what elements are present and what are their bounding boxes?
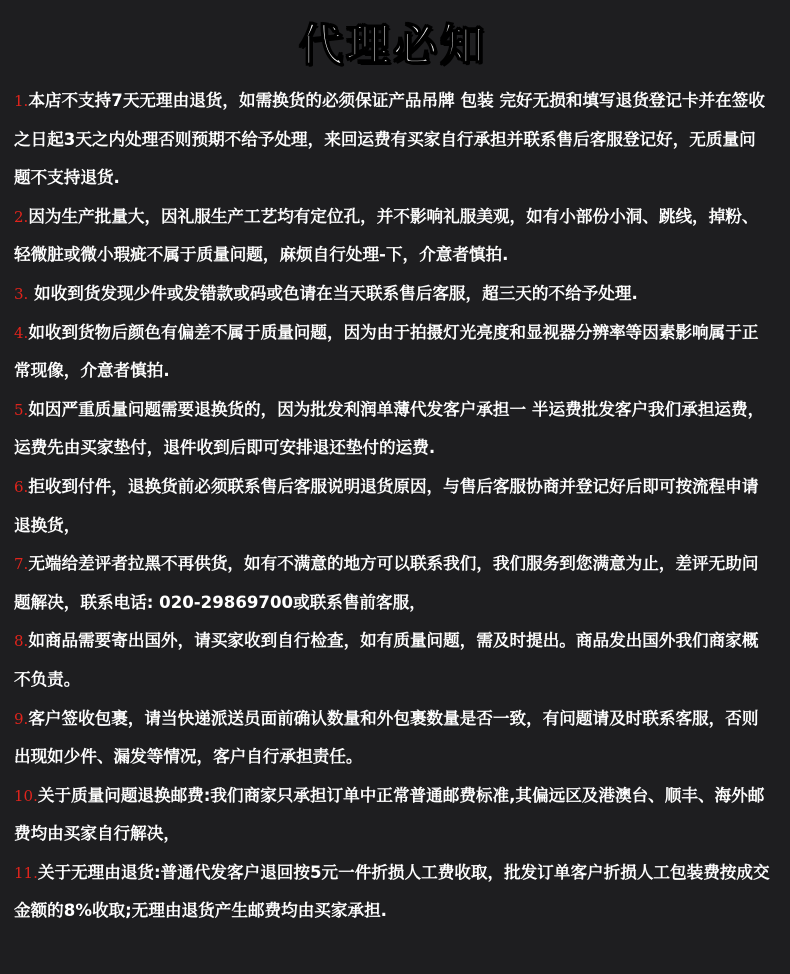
notice-text: 如收到货发现少件或发错款或码或色请在当天联系售后客服，超三天的不给予处理. bbox=[28, 283, 638, 303]
notice-item-8 bbox=[14, 622, 772, 699]
notice-number: 5. bbox=[14, 400, 29, 419]
notice-number: 1. bbox=[14, 92, 29, 110]
notice-number: 8. bbox=[14, 632, 29, 651]
notice-item-2 bbox=[14, 198, 772, 275]
notice-item-6 bbox=[14, 468, 772, 545]
page-title: 代理必知 bbox=[299, 20, 487, 71]
notice-text: 本店不支持7天无理由退货，如需换货的必须保证产品吊牌 包装 完好无损和填写退货登记卡并在签收之日起3天之内处理否则预期不给予处理，来回运费有买家自行承担并联系售后客服登记好，无质量问题不支持退货. bbox=[14, 91, 765, 188]
notice-text: 无端给差评者拉黑不再供货，如有不满意的地方可以联系我们，我们服务到您满意为止，差评无助问题解决，联系电话: 020-29869700或联系售前客服， bbox=[14, 554, 759, 612]
notice-text: 关于质量问题退换邮费:我们商家只承担订单中正常普通邮费标准,其偏远区及港澳台、顺丰、海外邮费均由买家自行解决， bbox=[14, 785, 765, 844]
title-area bbox=[14, 0, 772, 76]
notice-text: 拒收到付件，退换货前必须联系售后客服说明退货原因，与售后客服协商并登记好后即可按流程申请退换货， bbox=[14, 476, 759, 535]
notice-item-7 bbox=[14, 545, 772, 622]
notice-number: 7. bbox=[14, 555, 29, 574]
notice-number: 3. bbox=[14, 284, 29, 303]
notice-item-9 bbox=[14, 700, 772, 777]
notice-item-1 bbox=[14, 82, 772, 198]
notice-item-5 bbox=[14, 391, 772, 468]
notice-number: 9. bbox=[14, 709, 29, 728]
notice-item-11 bbox=[14, 854, 772, 931]
notice-item-4 bbox=[14, 314, 772, 391]
notice-item-3 bbox=[14, 275, 772, 314]
notice-number: 11. bbox=[14, 863, 38, 882]
notice-list bbox=[14, 82, 772, 931]
notice-number: 4. bbox=[14, 323, 29, 342]
notice-text: 客户签收包裹，请当快递派送员面前确认数量和外包裹数量是否一致，有问题请及时联系客服，否则出现如少件、漏发等情况，客户自行承担责任。 bbox=[14, 708, 759, 767]
notice-text: 如商品需要寄出国外，请买家收到自行检查，如有质量问题，需及时提出。商品发出国外我们商家概不负责。 bbox=[14, 631, 759, 689]
notice-text: 关于无理由退货:普通代发客户退回按5元一件折损人工费收取，批发订单客户折损人工包装费按成交金额的8%收取;无理由退货产生邮费均由买家承担. bbox=[14, 862, 770, 921]
notice-number: 10. bbox=[14, 786, 38, 805]
notice-number: 6. bbox=[14, 477, 29, 496]
notice-text: 如因严重质量问题需要退换货的，因为批发利润单薄代发客户承担一 半运费批发客户我们承担运费，运费先由买家垫付，退件收到后即可安排退还垫付的运费. bbox=[14, 399, 765, 458]
notice-number: 2. bbox=[14, 207, 29, 226]
notice-text: 如收到货物后颜色有偏差不属于质量问题，因为由于拍摄灯光亮度和显视器分辨率等因素影响属于正常现像，介意者慎拍. bbox=[14, 322, 759, 381]
notice-item-10 bbox=[14, 777, 772, 854]
notice-text: 因为生产批量大，因礼服生产工艺均有定位孔，并不影响礼服美观，如有小部份小洞、跳线，掉粉、轻微脏或微小瑕疵不属于质量问题，麻烦自行处理-下，介意者慎拍. bbox=[14, 206, 759, 265]
